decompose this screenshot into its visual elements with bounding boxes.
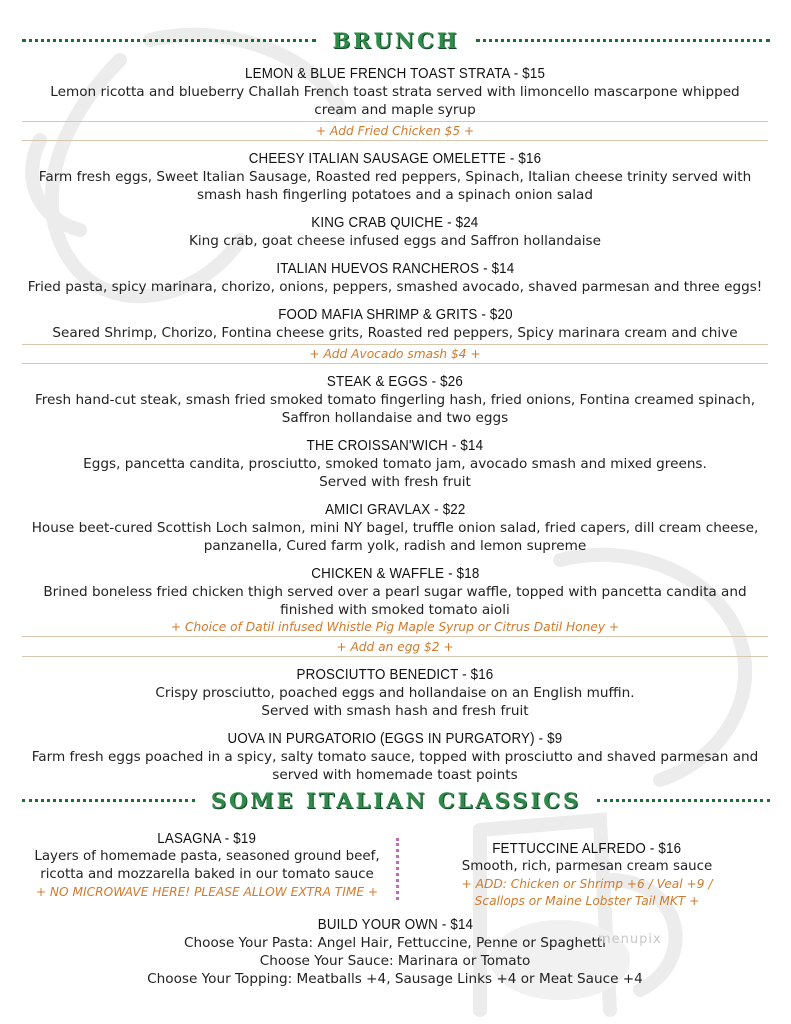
item-desc: Saffron hollandaise and two eggs [281,410,509,426]
item-name: ITALIAN HUEVOS RANCHEROS - $14 [275,261,515,277]
item-name: THE CROISSAN'WICH - $14 [306,438,484,454]
item-desc: Farm fresh eggs, Sweet Italian Sausage, Roasted red peppers, Spinach, Italian cheese trinity served with [38,169,752,185]
item-name: BUILD YOUR OWN - $14 [317,917,473,933]
addon-datil: + Choice of Datil infused Whistle Pig Maple Syrup or Citrus Datil Honey + [22,618,768,637]
build-line: Choose Your Topping: Meatballs +4, Sausage Links +4 or Meat Sauce +4 [147,971,643,987]
menu-item-huevos [20,258,770,296]
build-line: Choose Your Pasta: Angel Hair, Fettuccine, Penne or Spaghetti [184,935,606,951]
item-desc: Farm fresh eggs poached in a spicy, salty tomato sauce, topped with prosciutto and shaved parmesan and [31,749,759,765]
item-desc: Served with smash hash and fresh fruit [261,703,529,719]
item-desc: Fresh hand-cut steak, smash fried smoked tomato fingerling hash, fried onions, Fontina creamed spinach, [34,392,756,408]
menu-item-french-toast [20,63,770,119]
brunch-section-header [22,28,770,53]
menu-item-steak-eggs [20,371,770,427]
header-dots-right [597,799,770,802]
item-name: KING CRAB QUICHE - $24 [311,215,479,231]
brunch-title: BRUNCH [332,28,460,53]
alfredo-addon: + ADD: Chicken or Shrimp +6 / Veal +9 / [461,877,713,891]
item-name: LEMON & BLUE FRENCH TOAST STRATA - $15 [244,66,546,82]
header-dots-right [476,39,770,42]
menu-item-shrimp-grits [20,304,770,342]
item-desc: cream and maple syrup [314,102,476,118]
menu-item-build-your-own [20,914,770,988]
alfredo-addon: Scallops or Maine Lobster Tail MKT + [474,894,700,908]
item-name: PROSCIUTTO BENEDICT - $16 [296,667,494,683]
item-name: FOOD MAFIA SHRIMP & GRITS - $20 [277,307,513,323]
item-desc: Fried pasta, spicy marinara, chorizo, onions, peppers, smashed avocado, shaved parmesan and three eggs! [27,279,763,295]
item-name: UOVA IN PURGATORIO (EGGS IN PURGATORY) - $9 [227,731,563,747]
item-desc: Layers of homemade pasta, seasoned ground beef, [34,849,380,864]
item-desc: King crab, goat cheese infused eggs and Saffron hollandaise [188,233,602,249]
item-name: CHICKEN & WAFFLE - $18 [310,566,480,582]
item-desc: Smooth, rich, parmesan cream sauce [461,859,713,874]
watermark-text: menupix [598,932,662,947]
item-desc: Served with fresh fruit [319,474,471,490]
menu-item-quiche [20,212,770,250]
item-desc: Brined boneless fried chicken thigh served over a pearl sugar waffle, topped with pancetta candita and [43,584,747,600]
item-desc: panzanella, Cured farm yolk, radish and lemon supreme [203,538,587,554]
item-desc: Lemon ricotta and blueberry Challah French toast strata served with limoncello mascarpone whipped [50,84,740,100]
column-divider [396,838,399,900]
item-desc: House beet-cured Scottish Loch salmon, mini NY bagel, truffle onion salad, fried capers, dill cream cheese, [31,520,759,536]
item-desc: finished with smoked tomato aioli [280,602,510,618]
addon-avocado: + Add Avocado smash $4 + [22,344,768,364]
menu-item-gravlax [20,499,770,555]
item-desc: served with homemade toast points [272,767,518,783]
item-name: STEAK & EGGS - $26 [326,374,464,390]
menu-item-omelette [20,148,770,204]
item-desc: Crispy prosciutto, poached eggs and hollandaise on an English muffin. [155,685,635,701]
menu-item-benedict [20,664,770,720]
addon-egg: + Add an egg $2 + [22,638,768,657]
menu-item-alfredo [412,838,762,910]
item-desc: Eggs, pancetta candita, prosciutto, smoked tomato jam, avocado smash and mixed greens. [83,456,707,472]
item-name: FETTUCCINE ALFREDO - $16 [492,841,682,857]
item-desc: Seared Shrimp, Chorizo, Fontina cheese grits, Roasted red peppers, Spicy marinara cream and chive [52,325,738,341]
menu-item-chicken-waffle [20,563,770,619]
menu-item-purgatorio [20,728,770,784]
item-name: LASAGNA - $19 [157,831,257,847]
item-name: AMICI GRAVLAX - $22 [324,502,466,518]
header-dots-left [22,39,316,42]
classics-title: SOME ITALIAN CLASSICS [210,788,582,813]
header-dots-left [22,799,195,802]
lasagna-note: + NO MICROWAVE HERE! PLEASE ALLOW EXTRA TIME + [35,885,379,899]
menu-item-lasagna [22,828,392,901]
item-desc: smash hash fingerling potatoes and a spinach onion salad [196,187,594,203]
addon-fried-chicken: + Add Fried Chicken $5 + [22,121,768,141]
item-desc: ricotta and mozzarella baked in our tomato sauce [40,867,374,882]
menu-item-croissanwich [20,435,770,491]
build-line: Choose Your Sauce: Marinara or Tomato [259,953,531,969]
item-name: CHEESY ITALIAN SAUSAGE OMELETTE - $16 [248,151,542,167]
classics-section-header [22,788,770,813]
